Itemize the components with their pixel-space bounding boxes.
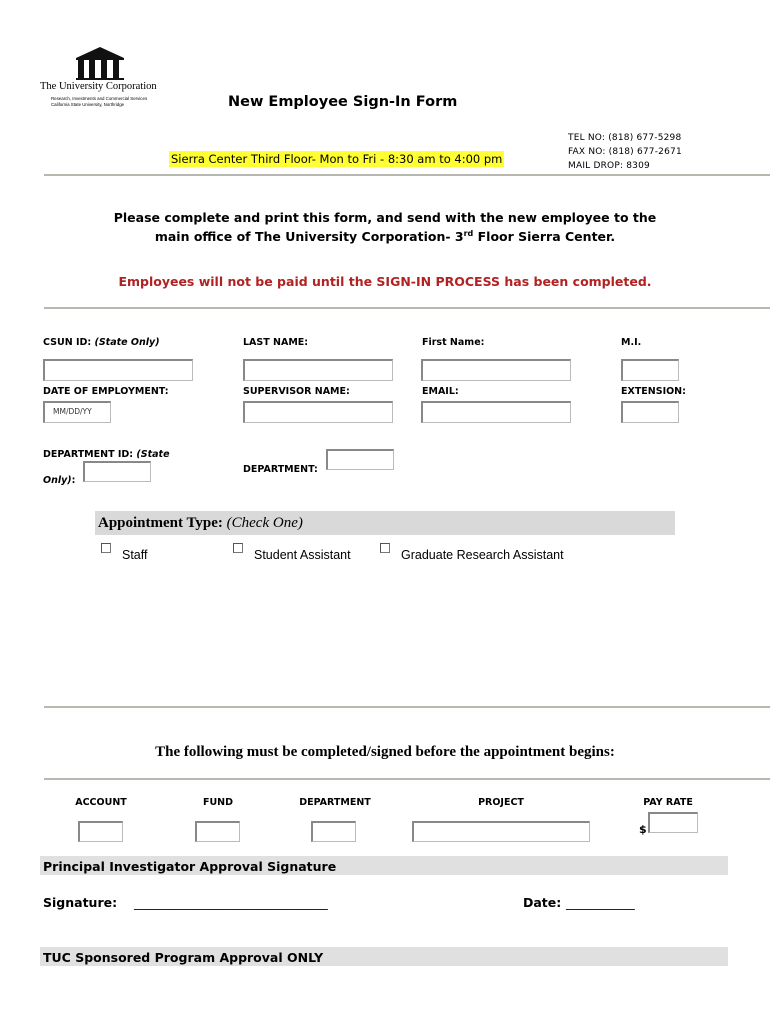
signature-line[interactable]: _______________________________ bbox=[134, 895, 328, 910]
last-name-label: LAST NAME: bbox=[243, 337, 309, 348]
divider bbox=[44, 778, 770, 780]
university-logo bbox=[40, 45, 170, 115]
department-label: DEPARTMENT: bbox=[243, 464, 318, 475]
extension-label: EXTENSION: bbox=[621, 386, 686, 397]
instructions-line-1: Please complete and print this form, and send with the new employee to the bbox=[113, 210, 657, 225]
email-field[interactable] bbox=[421, 401, 571, 423]
form-title: New Employee Sign-In Form bbox=[228, 94, 458, 110]
department-id-label: DEPARTMENT ID: (State bbox=[43, 449, 170, 460]
divider bbox=[44, 174, 770, 176]
mail-drop: MAIL DROP: 8309 bbox=[568, 161, 650, 171]
appointment-type-header bbox=[95, 511, 675, 535]
office-hours: Sierra Center Third Floor- Mon to Fri - 8:30 am to 4:00 pm bbox=[171, 152, 503, 166]
student-assistant-checkbox[interactable] bbox=[233, 543, 243, 553]
divider bbox=[44, 706, 770, 708]
account-field[interactable] bbox=[78, 821, 123, 842]
fax-number: FAX NO: (818) 677-2671 bbox=[568, 147, 682, 157]
mi-label: M.I. bbox=[621, 337, 642, 348]
date-of-employment-field[interactable]: MM/DD/YY bbox=[43, 401, 111, 423]
logo-subtitle-2: California State University, Northridge bbox=[51, 102, 125, 107]
staff-checkbox[interactable] bbox=[101, 543, 111, 553]
department-id-field[interactable] bbox=[83, 461, 151, 482]
tuc-approval-header bbox=[40, 947, 728, 966]
payment-warning: Employees will not be paid until the SIGN-IN PROCESS has been completed. bbox=[118, 274, 652, 289]
date-of-employment-label: DATE OF EMPLOYMENT: bbox=[43, 386, 169, 397]
pi-approval-header bbox=[40, 856, 728, 875]
csun-id-label: CSUN ID: (State Only) bbox=[43, 337, 160, 348]
department-id-label-cont: Only): bbox=[43, 475, 76, 486]
building-icon bbox=[40, 45, 170, 81]
mi-field[interactable] bbox=[621, 359, 679, 381]
csun-id-field[interactable] bbox=[43, 359, 193, 381]
instructions bbox=[60, 210, 710, 245]
pay-rate-field[interactable] bbox=[648, 812, 698, 833]
completion-notice: The following must be completed/signed before the appointment begins: bbox=[155, 744, 615, 760]
staff-option-label: Staff bbox=[122, 548, 148, 562]
first-name-label: First Name: bbox=[422, 337, 485, 348]
pi-approval-title: Principal Investigator Approval Signature bbox=[43, 859, 337, 874]
department-column-label: DEPARTMENT bbox=[299, 797, 371, 808]
tel-number: TEL NO: (818) 677-5298 bbox=[568, 133, 682, 143]
date-label: Date: bbox=[523, 895, 562, 910]
logo-subtitle-1: Research, Investments and Commercial Services bbox=[51, 96, 148, 101]
fund-field[interactable] bbox=[195, 821, 240, 842]
appointment-type-title: Appointment Type: (Check One) bbox=[98, 515, 303, 531]
extension-field[interactable] bbox=[621, 401, 679, 423]
date-line[interactable]: ___________ bbox=[566, 895, 635, 910]
logo-name: The University Corporation bbox=[40, 81, 157, 92]
graduate-research-assistant-checkbox[interactable] bbox=[380, 543, 390, 553]
graduate-research-assistant-option-label: Graduate Research Assistant bbox=[401, 548, 564, 562]
instructions-line-2: main office of The University Corporation- 3rd Floor Sierra Center. bbox=[154, 229, 616, 245]
account-column-label: ACCOUNT bbox=[75, 797, 127, 808]
supervisor-name-field[interactable] bbox=[243, 401, 393, 423]
funding-department-field[interactable] bbox=[311, 821, 356, 842]
last-name-field[interactable] bbox=[243, 359, 393, 381]
department-field[interactable] bbox=[326, 449, 394, 470]
project-column-label: PROJECT bbox=[478, 797, 524, 808]
first-name-field[interactable] bbox=[421, 359, 571, 381]
supervisor-name-label: SUPERVISOR NAME: bbox=[243, 386, 350, 397]
tuc-approval-title: TUC Sponsored Program Approval ONLY bbox=[43, 950, 324, 965]
email-label: EMAIL: bbox=[422, 386, 459, 397]
signature-label: Signature: bbox=[43, 895, 118, 910]
divider bbox=[44, 307, 770, 309]
pay-rate-column-label: PAY RATE bbox=[643, 797, 693, 808]
project-field[interactable] bbox=[412, 821, 590, 842]
fund-column-label: FUND bbox=[202, 797, 234, 808]
currency-symbol: $ bbox=[639, 823, 647, 836]
student-assistant-option-label: Student Assistant bbox=[254, 548, 351, 562]
